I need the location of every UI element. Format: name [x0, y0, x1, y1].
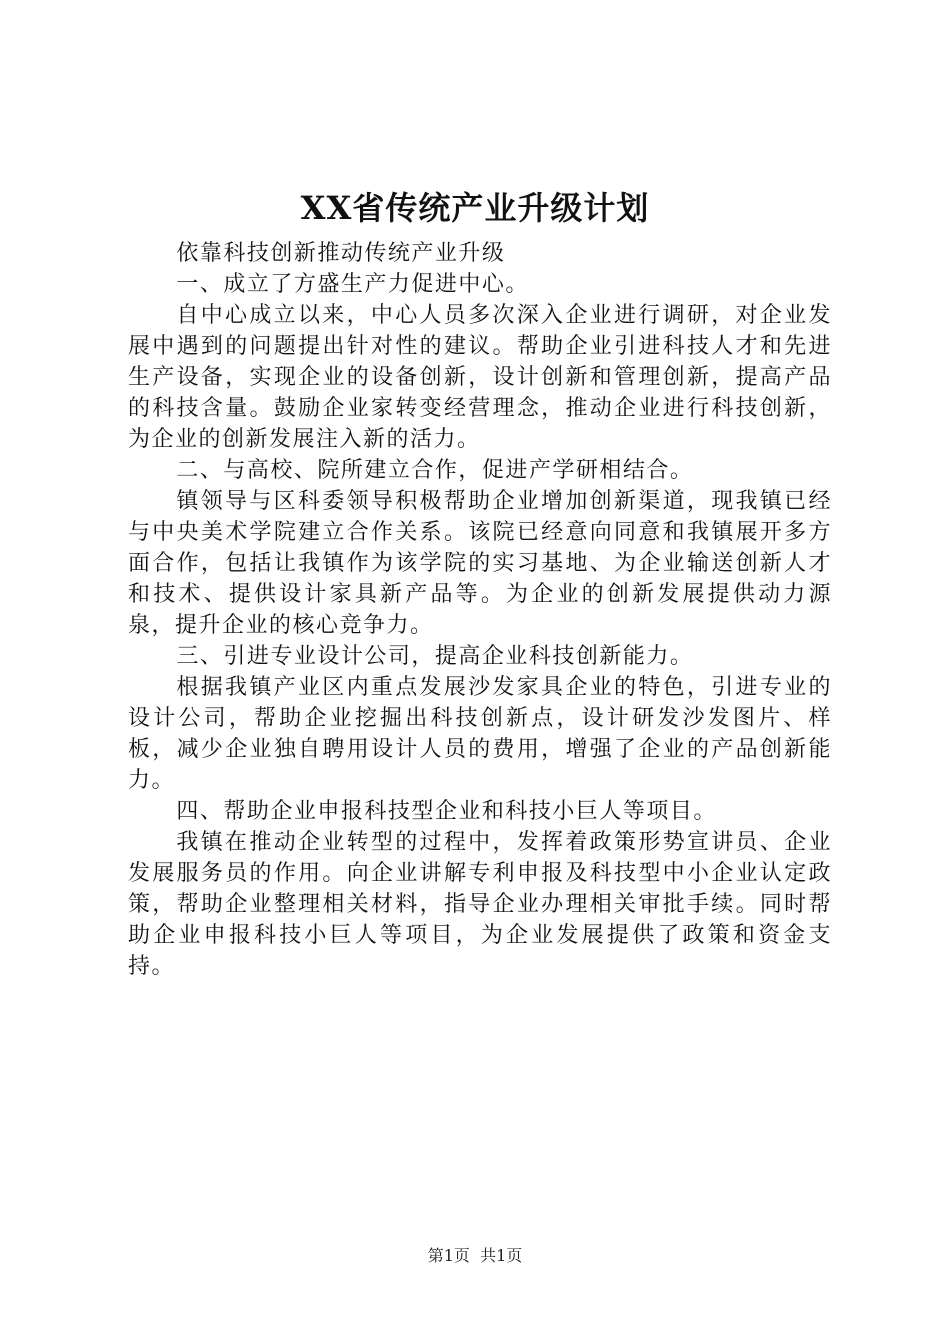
paragraph-subtitle: 依靠科技创新推动传统产业升级 [176, 241, 506, 266]
paragraph-heading-4: 四、帮助企业申报科技型企业和科技小巨人等项目。 [176, 799, 717, 824]
paragraph-body-4: 我镇在推动企业转型的过程中，发挥着政策形势宣讲员、企业发展服务员的作用。向企业讲解专利申报及科技型中小企业认定政策，帮助企业整理相关材料，指导企业办理相关审批手续。同时帮助企业申报科技小巨人等项目，为企业发展提供了政策和资金支持。 [128, 830, 832, 979]
document-body [128, 238, 832, 982]
paragraph-heading-2: 二、与高校、院所建立合作，促进产学研相结合。 [176, 458, 694, 483]
document-title: XX省传统产业升级计划 [300, 189, 650, 227]
paragraph-body-1: 自中心成立以来，中心人员多次深入企业进行调研，对企业发展中遇到的问题提出针对性的建议。帮助企业引进科技人才和先进生产设备，实现企业的设备创新，设计创新和管理创新，提高产品的科技含量。鼓励企业家转变经营理念，推动企业进行科技创新，为企业的创新发展注入新的活力。 [128, 303, 832, 452]
paragraph-body-3: 根据我镇产业区内重点发展沙发家具企业的特色，引进专业的设计公司，帮助企业挖掘出科技创新点，设计研发沙发图片、样板，减少企业独自聘用设计人员的费用，增强了企业的产品创新能力。 [128, 675, 832, 793]
paragraph-heading-1: 一、成立了方盛生产力促进中心。 [176, 272, 529, 297]
paragraph-heading-3: 三、引进专业设计公司，提高企业科技创新能力。 [176, 644, 694, 669]
paragraph-body-2: 镇领导与区科委领导积极帮助企业增加创新渠道，现我镇已经与中央美术学院建立合作关系。该院已经意向同意和我镇展开多方面合作，包括让我镇作为该学院的实习基地、为企业输送创新人才和技术、提供设计家具新产品等。为企业的创新发展提供动力源泉，提升企业的核心竞争力。 [128, 489, 832, 638]
page-footer [0, 1245, 950, 1267]
page-number: 第1页 共1页 [427, 1246, 523, 1265]
